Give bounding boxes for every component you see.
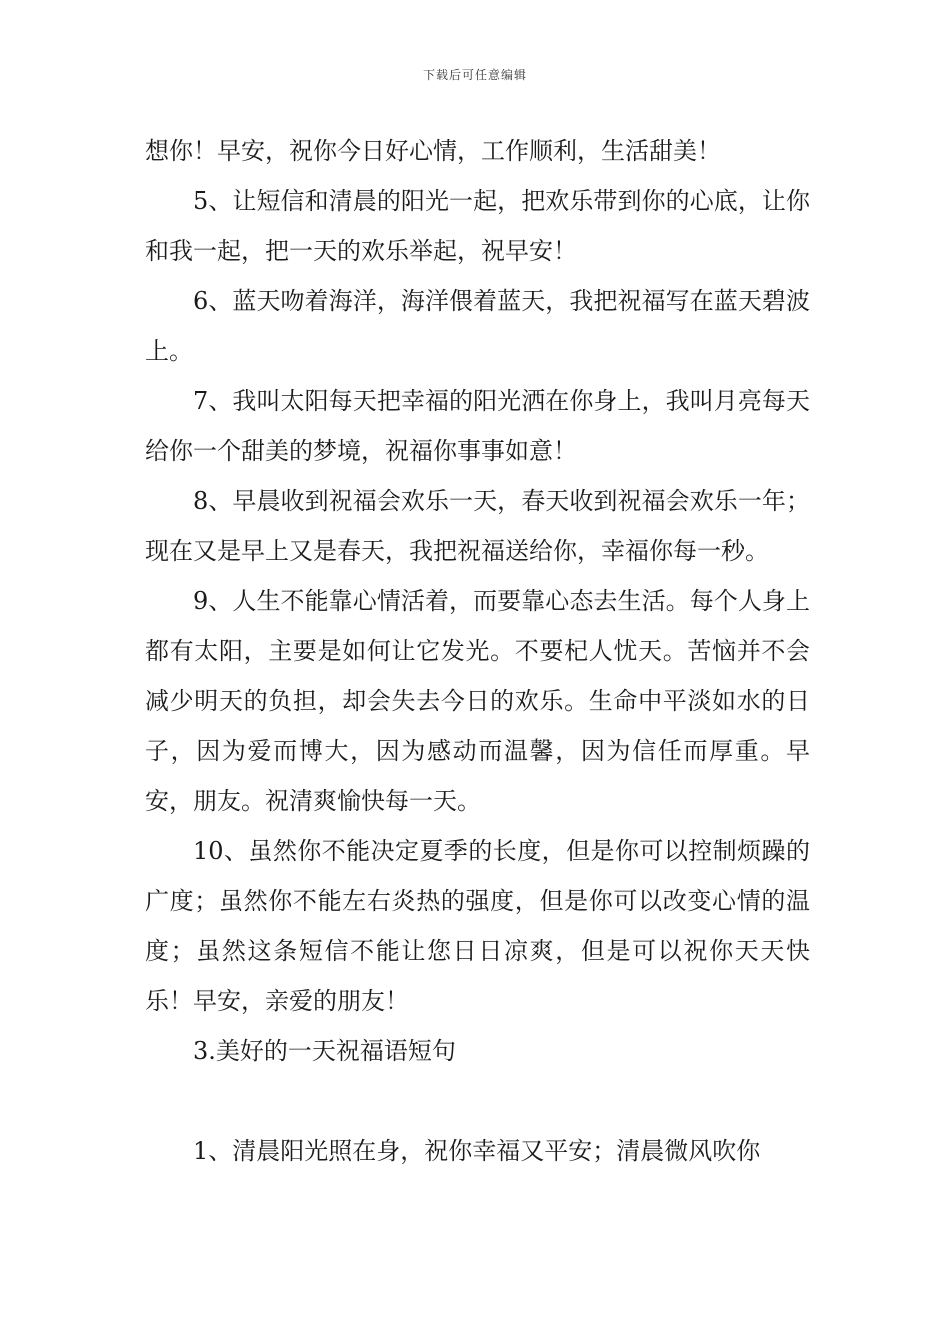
paragraph-item-5: 5、让短信和清晨的阳光一起，把欢乐带到你的心底，让你和我一起，把一天的欢乐举起，祝早安！ bbox=[145, 187, 810, 265]
paragraph-continuation: 想你！早安，祝你今日好心情，工作顺利，生活甜美！ bbox=[145, 137, 721, 165]
section-spacer bbox=[145, 1076, 810, 1126]
section-heading: 3.美好的一天祝福语短句 bbox=[193, 1037, 456, 1065]
page-header: 下载后可任意编辑 bbox=[422, 68, 527, 82]
paragraph-item-8: 8、早晨收到祝福会欢乐一天，春天收到祝福会欢乐一年；现在又是早上又是春天，我把祝福送给你，幸福你每一秒。 bbox=[145, 487, 810, 565]
paragraph-item-6: 6、蓝天吻着海洋，海洋偎着蓝天，我把祝福写在蓝天碧波上。 bbox=[145, 287, 810, 365]
paragraph-item-9: 9、人生不能靠心情活着，而要靠心态去生活。每个人身上都有太阳，主要是如何让它发光。不要杞人忧天。苦恼并不会减少明天的负担，却会失去今日的欢乐。生命中平淡如水的日子，因为爱而博大，因为感动而温馨，因为信任而厚重。早安，朋友。祝清爽愉快每一天。 bbox=[145, 587, 810, 815]
paragraph-item-7: 7、我叫太阳每天把幸福的阳光洒在你身上，我叫月亮每天给你一个甜美的梦境，祝福你事事如意！ bbox=[145, 387, 810, 465]
document-body bbox=[145, 126, 810, 1176]
paragraph-item-1: 1、清晨阳光照在身，祝你幸福又平安；清晨微风吹你 bbox=[193, 1137, 761, 1165]
paragraph-item-10: 10、虽然你不能决定夏季的长度，但是你可以控制烦躁的广度；虽然你不能左右炎热的强度，但是你可以改变心情的温度；虽然这条短信不能让您日日凉爽，但是可以祝你天天快乐！早安，亲爱的朋友！ bbox=[145, 837, 810, 1015]
